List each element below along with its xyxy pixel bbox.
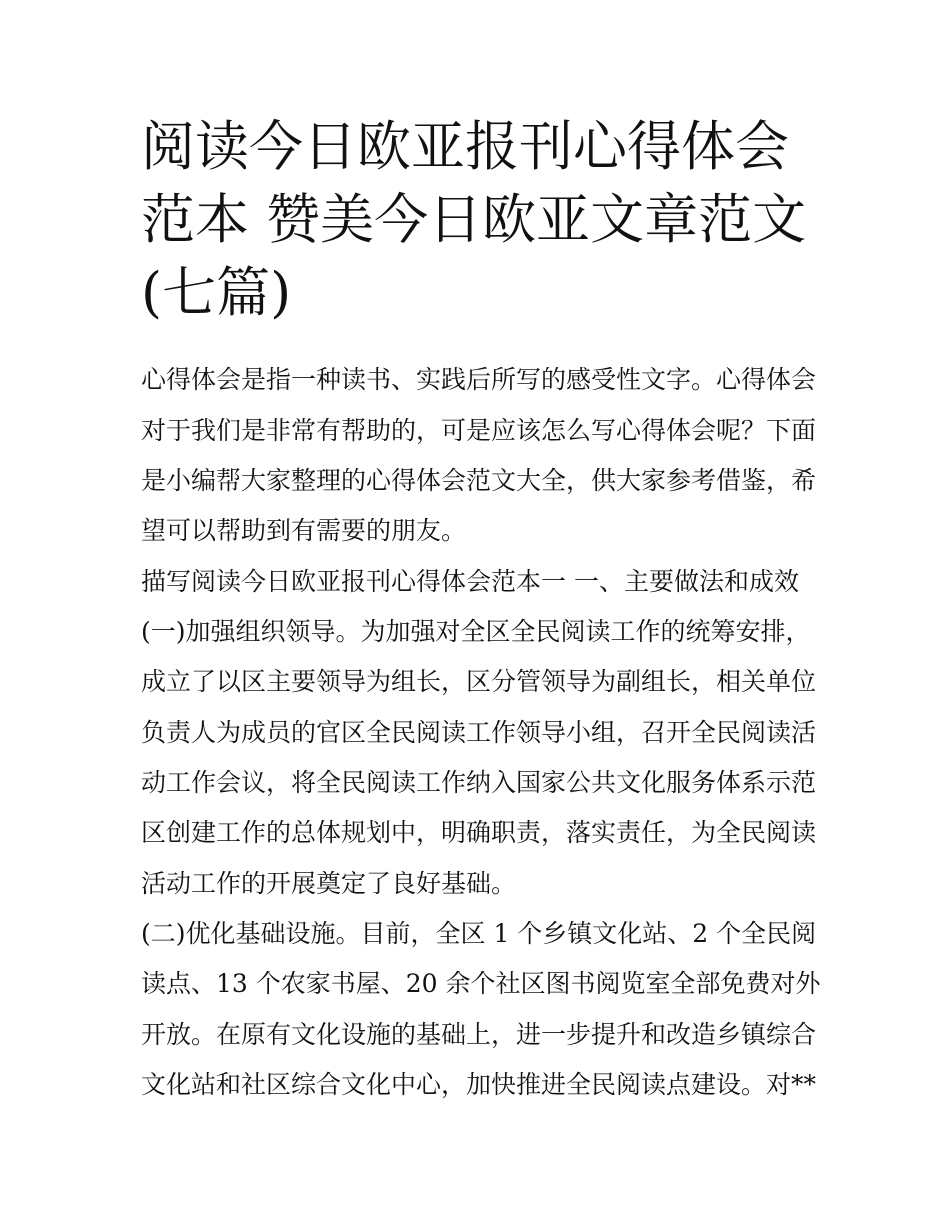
body-line: 心得体会是指一种读书、实践后所写的感受性文字。心得体会: [141, 365, 817, 394]
body-line: 对于我们是非常有帮助的，可是应该怎么写心得体会呢？下面: [141, 416, 817, 445]
body-line: 望可以帮助到有需要的朋友。: [141, 516, 467, 545]
body-line: 描写阅读今日欧亚报刊心得体会范本一 一、主要做法和成效: [141, 567, 799, 596]
body-line: (一)加强组织领导。为加强对全区全民阅读工作的统筹安排，: [141, 617, 811, 646]
body-line: 活动工作的开展奠定了良好基础。: [141, 869, 517, 898]
body-line: 是小编帮大家整理的心得体会范文大全，供大家参考借鉴，希: [141, 466, 817, 495]
document-title: 阅读今日欧亚报刊心得体会范本 赞美今日欧亚文章范文(七篇): [141, 115, 807, 324]
body-line: 负责人为成员的官区全民阅读工作领导小组，召开全民阅读活: [141, 718, 817, 747]
body-line: 动工作会议，将全民阅读工作纳入国家公共文化服务体系示范: [141, 768, 817, 797]
body-line: 文化站和社区综合文化中心，加快推进全民阅读点建设。对**: [141, 1070, 817, 1099]
body-line: 成立了以区主要领导为组长，区分管领导为副组长，相关单位: [141, 667, 817, 696]
body-line: 区创建工作的总体规划中，明确职责，落实责任，为全民阅读: [141, 818, 817, 847]
body-line: 读点、13 个农家书屋、20 余个社区图书阅览室全部免费对外: [141, 969, 821, 998]
body-line: (二)优化基础设施。目前，全区 1 个乡镇文化站、2 个全民阅: [141, 919, 817, 948]
body-line: 开放。在原有文化设施的基础上，进一步提升和改造乡镇综合: [141, 1020, 817, 1049]
